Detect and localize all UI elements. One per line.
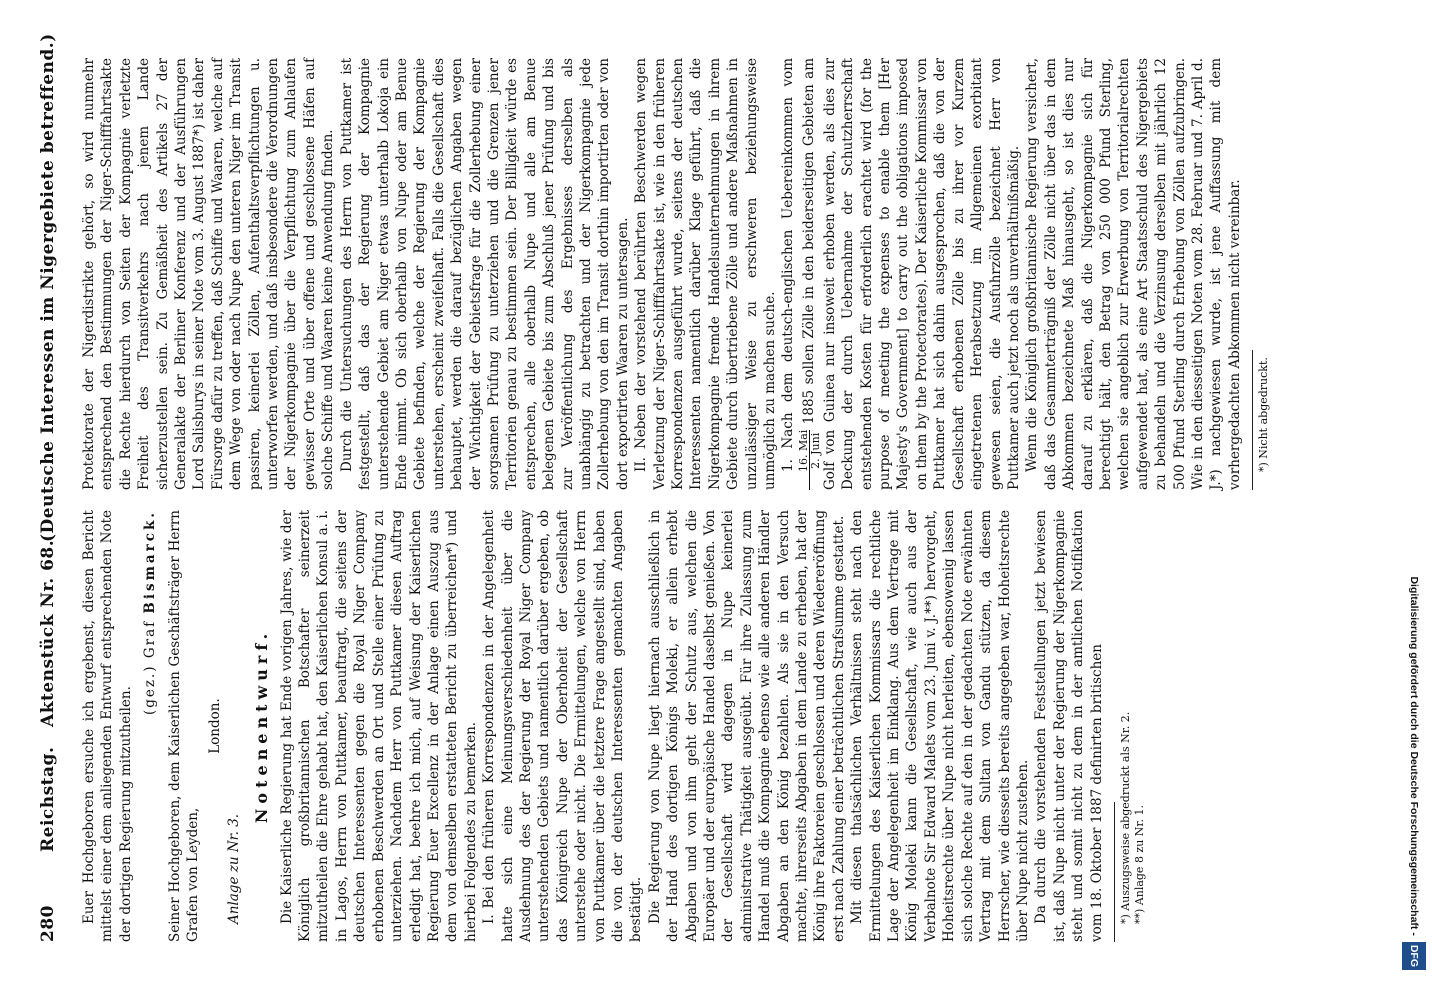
paragraph: Wenn die Königlich großbritannische Regierung versichert, daß das Gesammterträgniß der Zölle nicht über das in dem Abkommen bezeichnete Maß hinausgeht, so ist dies nur darauf zu erklären, daß die Nigerkompagnie sich für berechtigt hält, den Betrag von 250 000 Pfund Sterling, welchen sie angeblich zur Erwerbung von Territorialrechten aufgewendet hat, als eine Art Staatsschuld des Nigergebiets zu behandeln und die Verzinsung derselben mit jährlich 12 500 Pfund Sterling durch Erhebung von Zöllen aufzubringen. Wie in den diesseitigen Noten vom 28. Februar und 7. April d. J.*) nachgewiesen wurde, ist jene Auffassung mit dem vorhergedachten Abkommen nicht vereinbar. <box>1024 58 1243 490</box>
paragraph: II. Neben der vorstehend berührten Beschwerden wegen Verletzung der Niger-Schifffahrtsakte ist, wie in den früheren Korrespondenzen ausgeführt wurde, seitens der deutschen Interessenten namentlich darüber Klage geführt, daß die Nigerkompagnie fremde Handelsunternehmungen in ihrem Gebiete durch übertriebene Zölle und andere Maßnahmen in unzulässiger Weise zu erschweren beziehungsweise unmöglich zu machen suche. <box>633 58 779 490</box>
left-column <box>80 510 1147 942</box>
annex-label: Anlage zu Nr. 3. <box>225 813 242 924</box>
paragraph: Protektorate der Nigerdistrikte gehört, so wird nunmehr entsprechend den Bestimmungen der Niger-Schifffahrtsakte die Rechte hierdurch von Seiten der Kompagnie verletzte Freiheit des Transitverkehrs nach jenem Lande sicherzustellen sein. Zu Gemäßheit des Artikels 27 der Generalakte der Berliner Konferenz und der Ausführungen Lord Salisburys in seiner Note vom 3. August 1887*) ist daher Fürsorge dafür zu treffen, daß Schiffe und Waaren, welche auf dem Wege von oder nach Nupe den unteren Niger im Transit passiren, keinerlei Zöllen, Aufenthaltsverpflichtungen u. unterworfen werden, und daß insbesondere die Verordnungen der Nigerkompagnie über die Verpflichtung zum Anlaufen gewisser Orte und über offene und geschlossene Häfen auf solche Schiffe und Waaren keine Anwendung finden. <box>81 58 337 490</box>
page-number: 280 <box>38 905 58 942</box>
paragraph: I. Bei den früheren Korrespondenzen in der Angelegenheit hatte sich eine Meinungsverschiedenheit über die Ausdehnung des der Regierung der Royal Niger Company unterstehenden Gebiets und namentlich darüber ergeben, ob das Königreich Nupe der Oberhoheit der Gesellschaft unterstehe oder nicht. Die Ermittelungen, welche von Herrn von Puttkamer über die letztere Frage angestellt sind, haben die von der deutschen Interessenten gemachten Angaben bestätigt. <box>481 510 645 942</box>
publication-name: Reichstag. <box>38 746 58 852</box>
addressee: Seiner Hochgeboren, dem Kaiserlichen Geschäftsträger Herrn Grafen von Leyden, <box>166 510 202 942</box>
signature: (gez.) Graf Bismarck. <box>142 510 159 716</box>
document-subject: (Deutsche Interessen im Nigergebiete betreffend.) <box>38 33 58 542</box>
credit-text: Digitalisierung gefördert durch die Deutsche Forschungsgemeinschaft - <box>1408 576 1420 936</box>
digitization-credit <box>1402 30 1426 970</box>
paragraph: Da durch die vorstehenden Feststellungen jetzt bewiesen ist, daß Nupe nicht unter der Regierung der Nigerkompagnie steht und somit nicht zu dem in der amtlichen Notifikation vom 18. Oktober 1887 definirten britischen <box>1033 510 1105 942</box>
place: London. <box>207 698 224 754</box>
right-column <box>80 58 1271 490</box>
footnote-rule <box>1114 802 1115 942</box>
paragraph: 1. Nach dem deutsch-englischen Uebereinkommen vom 16. Mai 2. Juni 1885 sollen Zölle in den beiderseitigen Gebieten am Golf von Guinea nur insoweit erhoben werden, als dies zur Deckung der durch Uebernahme der Schutzherrschaft entstehenden Kosten für erforderlich erachtet wird (for the purpose of meeting the expenses to enable them [Her Majesty's Government] to carry out the obligations imposed on them by the Protectorates). Der Kaiserliche Kommissar von Puttkamer hat sich dahin ausgesprochen, daß die von der Gesellschaft erhobenen Zölle bis zu ihrer vor Kurzem eingetretenen Herabsetzung im Allgemeinen exorbitant gewesen seien, die Ausfuhrzölle bezeichnet Herr von Puttkamer auch jetzt noch als unverhältnißmäßig. <box>780 58 1022 490</box>
footnote: *) Nicht abgedruckt. <box>1257 357 1271 472</box>
paragraph: Die Regierung von Nupe liegt hiernach ausschließlich in der Hand des dortigen Königs Moleki, er allein erhebt Abgaben und von ihm geht der Schutz aus, welchen die Europäer und der europäische Handel daselbst genießen. Von der Gesellschaft wird dagegen in Nupe keinerlei administrative Thätigkeit ausgeübt. Für ihre Zulassung zum Handel muß die Kompagnie ebenso wie alle anderen Händler Abgaben an den König bezahlen. Als sie in den Versuch machte, ihrerseits Abgaben in dem Lande zu erheben, hat der König ihre Faktoreien geschlossen und deren Wiedereröffnung erst nach Zahlung einer beträchtlichen Strafsumme gestattet. <box>646 510 847 942</box>
date-fraction: 16. Mai 2. Juni <box>798 430 821 490</box>
footnote: *) Auszugsweise abgedruckt als Nr. 2. <box>1118 711 1132 924</box>
paragraph: Mit diesen thatsächlichen Verhältnissen steht nach den Ermittelungen des Kaiserlichen Kommissars die rechtliche Lage der Angelegenheit im Einklang. Aus dem Vertrage mit König Moleki kann die Gesellschaft, wie auch aus der Verbalnote Sir Edward Malets vom 23. Juni v. J.**) hervorgeht, Hoheitsrechte über Nupe nicht herleiten, ebensowenig lassen sich solche Rechte auf den in der gedachten Note erwähnten Vertrag mit dem Sultan von Gandu stützen, da diesem Herrscher, wie diesseits bereits angegeben war, Hoheitsrechte über Nupe nicht zustehen. <box>849 510 1031 942</box>
section-heading: Notenentwurf. <box>252 628 272 824</box>
footnote: **) Anlage 8 zu Nr. 1. <box>1132 805 1146 924</box>
running-head <box>38 33 68 942</box>
paragraph: Euer Hochgeboren ersuche ich ergebenst, diesen Bericht mittelst einer dem anliegenden Entwurf entsprechenden Note der dortigen Regierung mitzutheilen. <box>81 510 134 942</box>
dfg-logo: DFG <box>1402 942 1426 970</box>
paragraph: Durch die Untersuchungen des Herrn von Puttkamer ist festgestellt, daß das der Regierung der Kompagnie unterstehende Gebiet am Niger etwas unterhalb Lokoja ein Ende nimmt. Ob sich oberhalb von Nupe oder am Benue Gebiete befinden, welche der Regierung der Kompagnie unterstehen, erscheint zweifelhaft. Falls die Gesellschaft dies behauptet, werden die darauf bezüglichen Angaben wegen der Wichtigkeit der Gebietsfrage für die Zollerhebung einer sorgsamen Prüfung zu unterziehen und die Grenzen jener Territorien genau zu bestimmen sein. Der Billigkeit würde es entsprechen, alle oberhalb Nupe und alle am Benue belegenen Gebiete bis zum Abschluß jener Prüfung und bis zur Veröffentlichung des Ergebnisses derselben als unabhängig zu betrachten und der Nigerkompagnie jede Zollerhebung von den im Transit dorthin importirten oder von dort exportirten Waaren zu untersagen. <box>338 58 631 490</box>
footnote-rule <box>1252 350 1253 490</box>
paragraph: Die Kaiserliche Regierung hat Ende vorigen Jahres, wie der Königlich großbritannischen Botschafter seinerzeit mitzutheilen die Ehre gehabt hat, den Kaiserlichen Konsul a. i. in Lagos, Herrn von Puttkamer, beauftragt, die seitens der deutschen Interessenten gegen die Royal Niger Company erhobenen Beschwerden an Ort und Stelle einer Prüfung zu unterziehen. Nachdem Herr von Puttkamer diesen Auftrag erledigt hat, beehre ich mich, auf Weisung der Kaiserlichen Regierung Euer Excellenz in der Anlage einen Auszug aus dem von demselben erstatteten Bericht zu überreichen*) und hierbei Folgendes zu bemerken. <box>278 510 479 942</box>
document-number: Aktenstück Nr. 68. <box>38 539 58 727</box>
